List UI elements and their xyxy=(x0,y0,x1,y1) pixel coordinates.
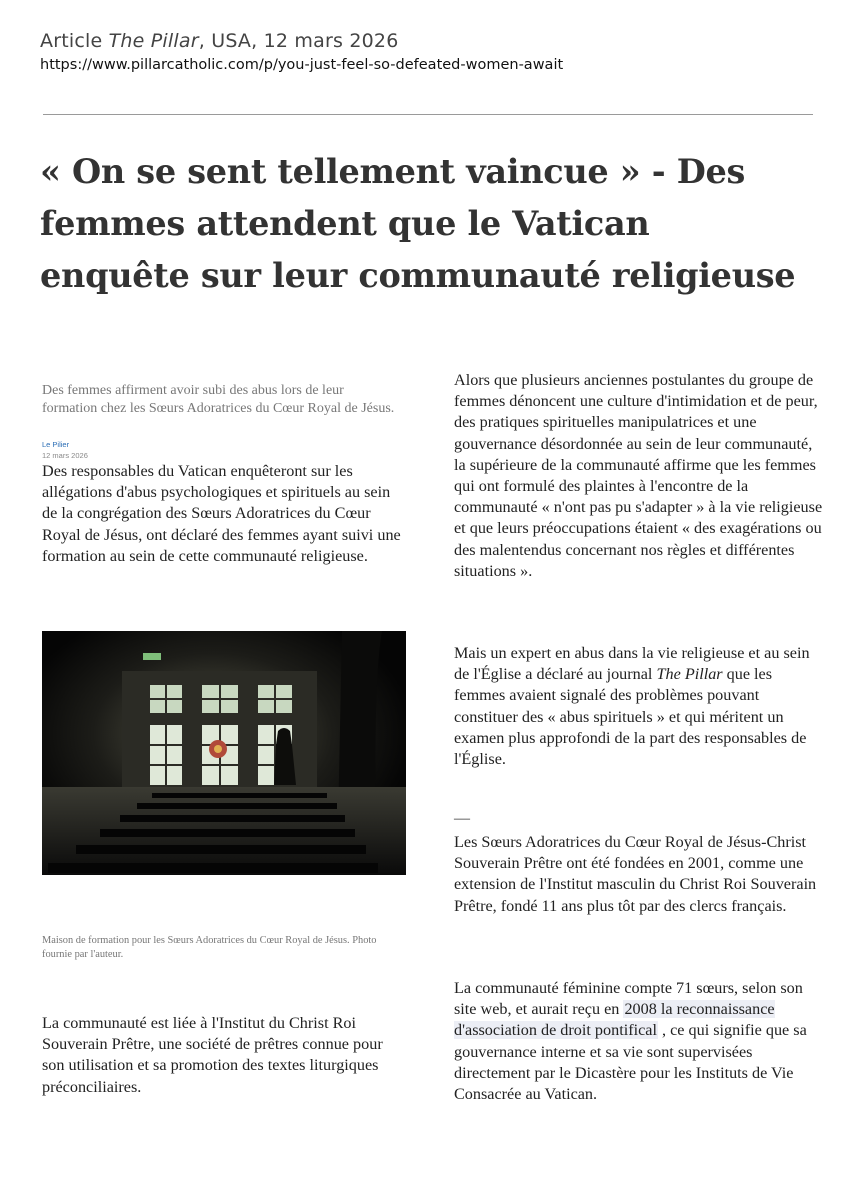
left-paragraph-2: La communauté est liée à l'Institut du Christ Roi Souverain Prêtre, une société de prêtres connue pour son utilisation et sa promotion des textes liturgiques préconciliaires. xyxy=(42,1014,383,1096)
photo-caption: Maison de formation pour les Sœurs Adoratrices du Cœur Royal de Jésus. Photo fournie par l'auteur. xyxy=(42,935,377,960)
right-paragraph-2 xyxy=(454,643,824,770)
pontifical-recognition-link[interactable]: 2008 la reconnaissance d'association de droit pontifical xyxy=(454,1000,775,1040)
right-paragraph-4-end: , ce qui signifie que sa gouvernance interne et sa vie sont supervisées directement par le Dicastère pour les Instituts de Vie Consacrée au Vatican. xyxy=(454,1021,807,1104)
publication-name: The Pillar xyxy=(656,665,723,684)
source-line xyxy=(40,30,398,52)
source-prefix: Article xyxy=(40,30,109,52)
right-paragraph-2-end: que les femmes avaient signalé des problèmes pouvant constituer des « abus spirituels » et qui méritent un examen plus approfondi de la part des responsables de l'Église. xyxy=(454,665,807,769)
right-paragraph-3: Les Sœurs Adoratrices du Cœur Royal de Jésus-Christ Souverain Prêtre ont été fondées en 2001, comme une extension de l'Institut masculin du Christ Roi Souverain Prêtre, fondé 11 ans plus tôt par des clercs français. xyxy=(454,833,817,915)
right-paragraph-1: Alors que plusieurs anciennes postulantes du groupe de femmes dénoncent une culture d'intimidation et de peur, des pratiques spirituelles manipulatrices et une gouvernance désordonnée au sein de leur communauté, la supérieure de la communauté affirme que les femmes qui ont formulé des plaintes à l'encontre de la communauté « n'ont pas pu s'adapter » à la vie religieuse et que leurs préoccupations étaient « des exagérations ou des malentendus concernant nos règles et différentes situations ». xyxy=(454,371,823,580)
left-paragraph-1: Des responsables du Vatican enquêteront sur les allégations d'abus psychologiques et spirituels au sein de la congrégation des Sœurs Adoratrices du Cœur Royal de Jésus, ont déclaré des femmes ayant suivi une formation au sein de cette communauté religieuse. xyxy=(42,462,401,565)
byline-link[interactable]: Le Pilier xyxy=(42,440,70,449)
right-paragraph-4-start: La communauté féminine compte 71 sœurs, selon son site web, et aurait reçu en xyxy=(454,979,803,1019)
source-url[interactable]: https://www.pillarcatholic.com/p/you-just-feel-so-defeated-women-await xyxy=(40,57,564,73)
right-paragraph-4 xyxy=(454,978,824,1105)
article-headline: « On se sent tellement vaincue » - Des femmes attendent que le Vatican enquête sur leur communauté religieuse xyxy=(40,152,796,295)
chapel-interior-image xyxy=(42,631,406,875)
source-suffix: , USA, 12 mars 2026 xyxy=(198,30,399,52)
header-divider xyxy=(43,114,813,115)
article-date: 12 mars 2026 xyxy=(42,451,88,460)
formation-house-photo xyxy=(42,631,406,875)
source-publication: The Pillar xyxy=(108,30,199,52)
right-paragraph-2-start: Mais un expert en abus dans la vie religieuse et au sein de l'Église a déclaré au journal xyxy=(454,644,810,684)
section-separator: — xyxy=(454,810,470,827)
article-dek: Des femmes affirment avoir subi des abus lors de leur formation chez les Sœurs Adoratrices du Cœur Royal de Jésus. xyxy=(42,383,395,416)
